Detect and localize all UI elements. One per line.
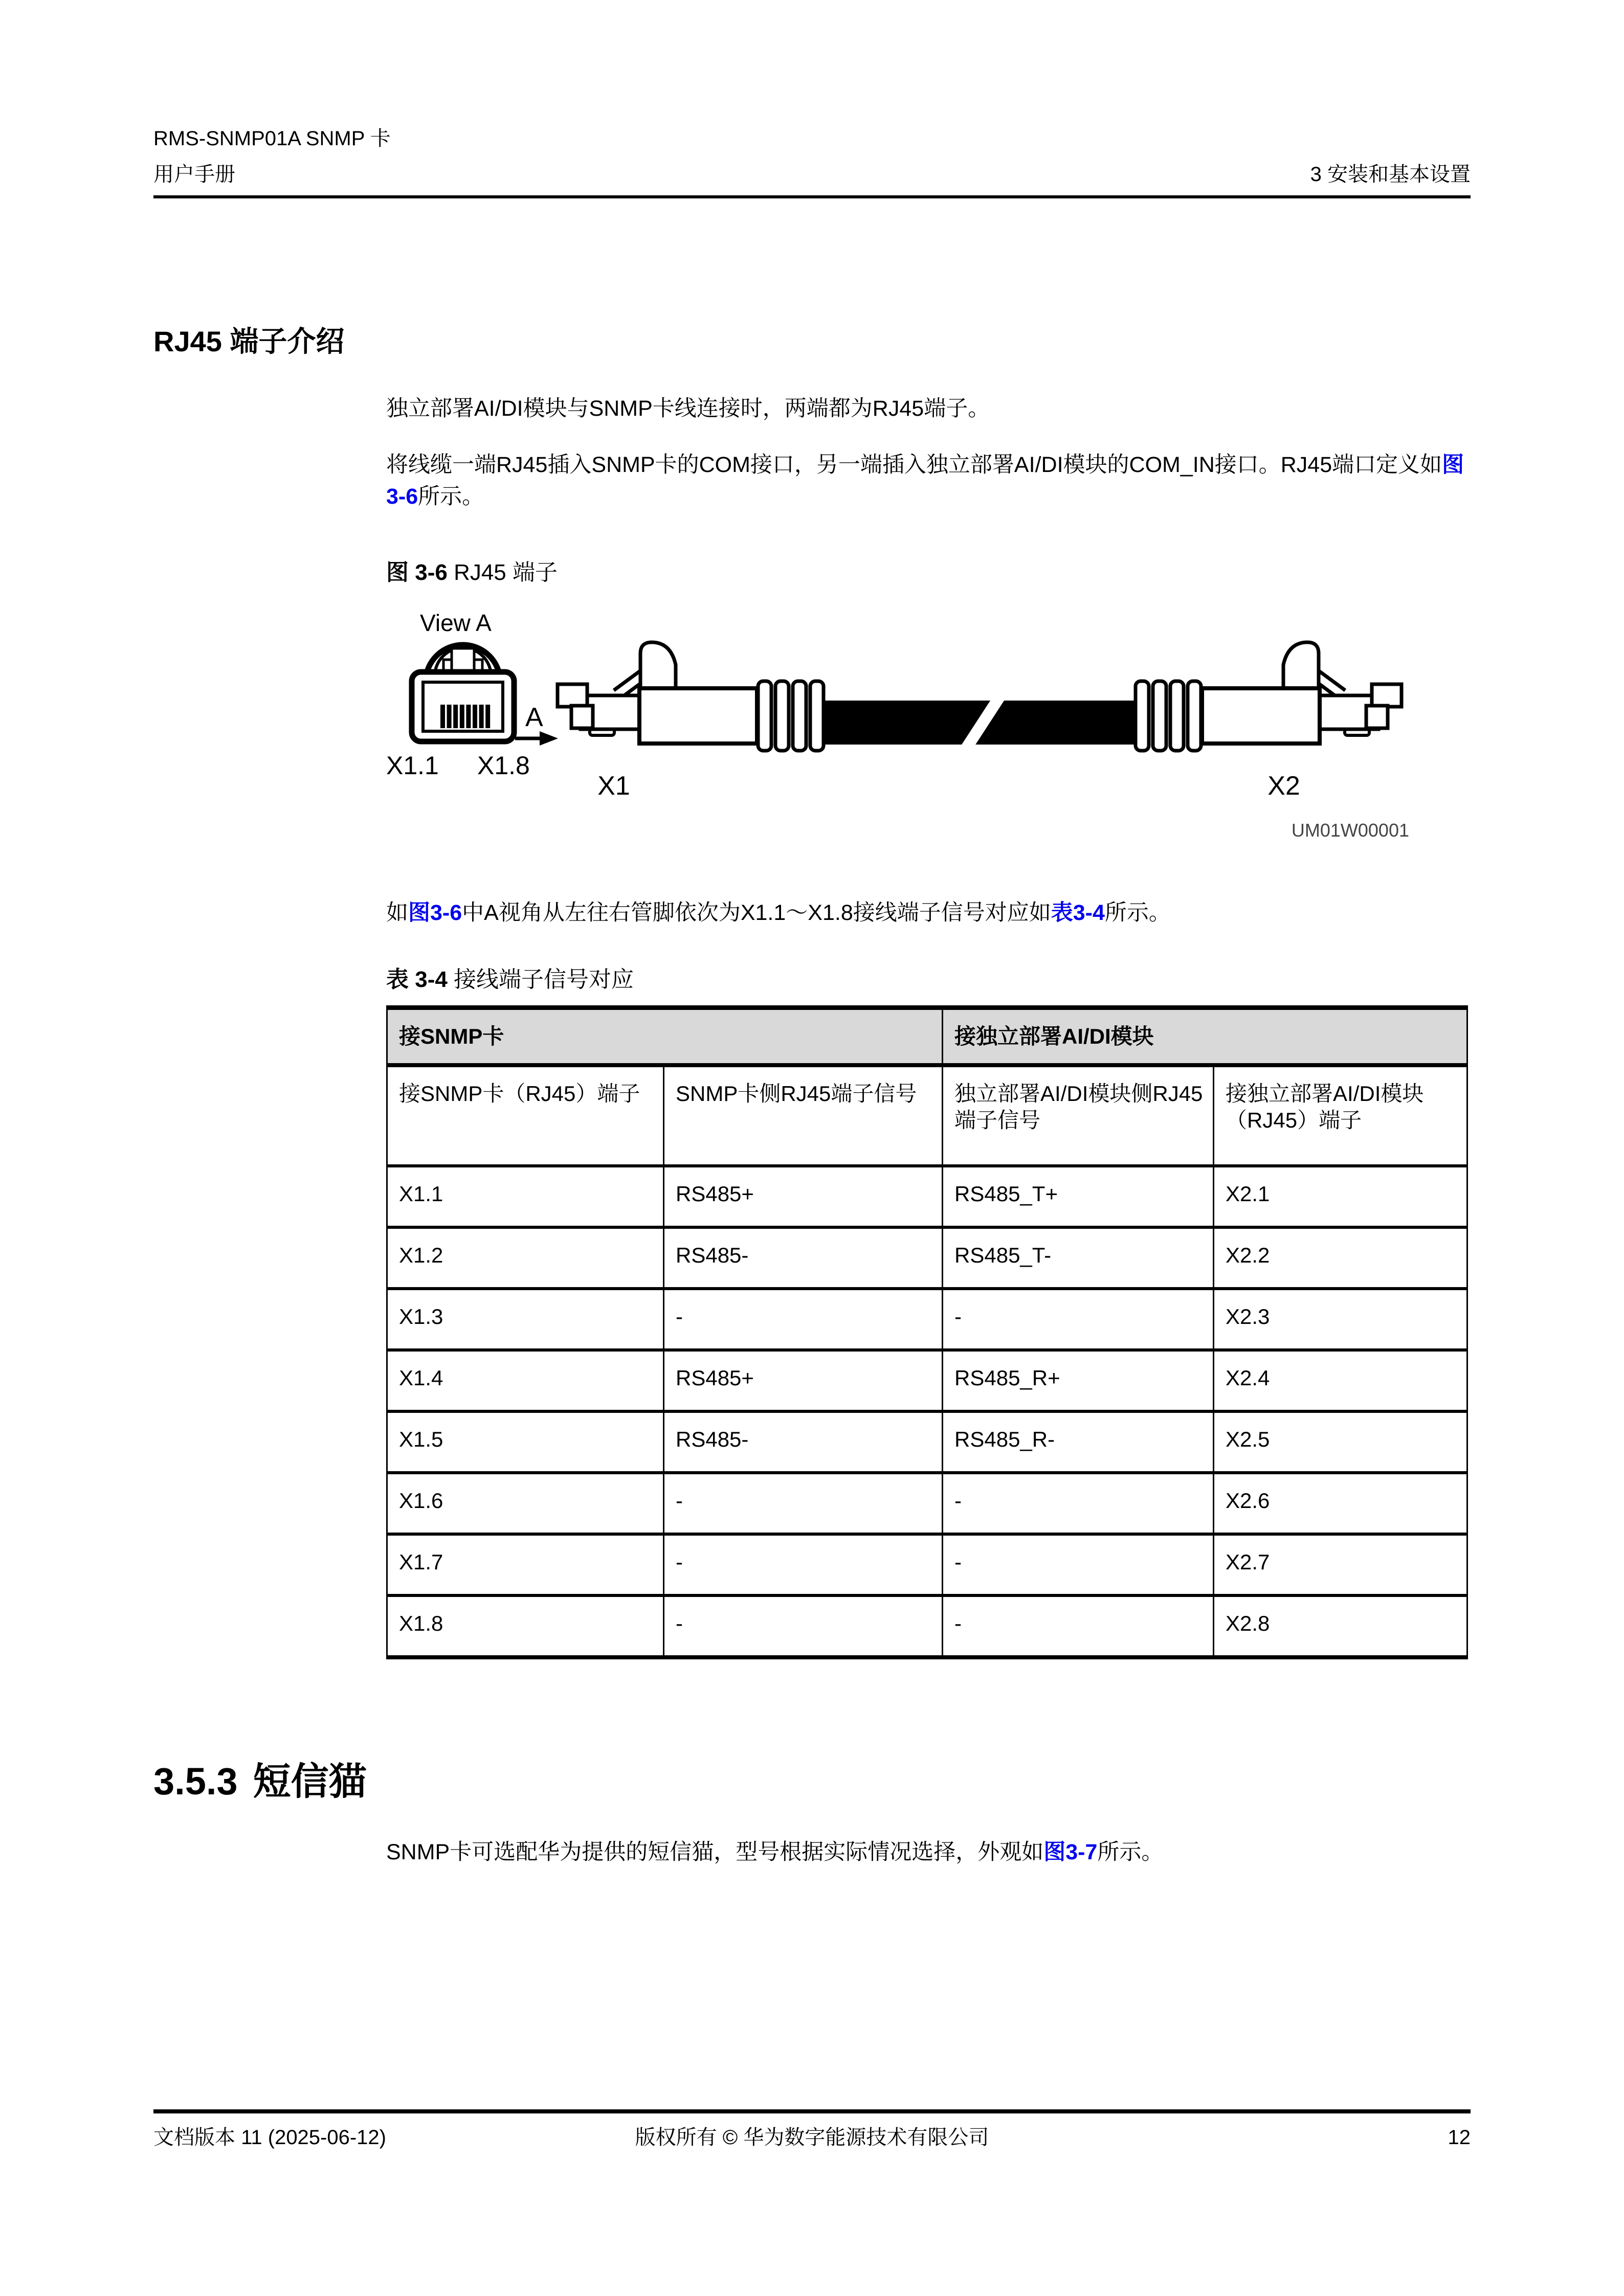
header-doc-type: 用户手册 bbox=[153, 163, 235, 186]
table-column-header-row bbox=[387, 1065, 1467, 1166]
figure-caption-label: 图 3-6 bbox=[386, 560, 448, 585]
table-row bbox=[387, 1227, 1467, 1289]
paragraph-3-text-end: 所示。 bbox=[1104, 901, 1171, 925]
drawing-id-label: UM01W00001 bbox=[1291, 820, 1409, 841]
boot-rib bbox=[758, 681, 771, 751]
page-body bbox=[153, 325, 1471, 1868]
table-caption-label: 表 3-4 bbox=[386, 967, 448, 992]
table-3-4-link[interactable]: 表3-4 bbox=[1051, 901, 1105, 925]
connector-x2-label: X2 bbox=[1267, 771, 1300, 801]
table-cell: X2.6 bbox=[1214, 1473, 1467, 1534]
figure-caption bbox=[386, 558, 1471, 587]
boot-rib bbox=[810, 681, 824, 751]
paragraph-3 bbox=[386, 897, 1471, 929]
table-cell: X1.4 bbox=[387, 1350, 664, 1411]
direction-a-label: A bbox=[525, 703, 543, 732]
table-cell: - bbox=[664, 1473, 943, 1534]
plug-body bbox=[639, 688, 757, 744]
table-cell: RS485- bbox=[664, 1227, 943, 1289]
table-cell: - bbox=[664, 1289, 943, 1350]
column-header: SNMP卡侧RJ45端子信号 bbox=[664, 1065, 943, 1166]
figure-3-6-link[interactable]: 图3-6 bbox=[386, 453, 1464, 509]
table-cell: RS485+ bbox=[664, 1350, 943, 1411]
table-cell: RS485_T- bbox=[943, 1227, 1214, 1289]
column-header: 独立部署AI/DI模块侧RJ45端子信号 bbox=[943, 1065, 1214, 1166]
paragraph-3-text: 如 bbox=[386, 901, 408, 925]
footer-copyright: 版权所有 © 华为数字能源技术有限公司 bbox=[635, 2126, 989, 2149]
boot-rib bbox=[793, 681, 806, 751]
table-cell: X2.4 bbox=[1214, 1350, 1467, 1411]
connector-x1-label: X1 bbox=[597, 771, 630, 801]
paragraph-2-text-end: 所示。 bbox=[418, 484, 484, 509]
figure-3-6-link-2[interactable]: 图3-6 bbox=[408, 901, 462, 925]
table-row bbox=[387, 1411, 1467, 1473]
figure-3-7-link[interactable]: 图3-7 bbox=[1043, 1840, 1098, 1864]
pin-last-label: X1.8 bbox=[477, 751, 530, 780]
table-group-header-row bbox=[387, 1008, 1467, 1066]
table-cell: RS485- bbox=[664, 1411, 943, 1473]
section-title: 短信猫 bbox=[253, 1760, 367, 1803]
table-caption bbox=[386, 965, 1471, 994]
table-cell: X2.3 bbox=[1214, 1289, 1467, 1350]
table-row bbox=[387, 1166, 1467, 1227]
table-cell: RS485_T+ bbox=[943, 1166, 1214, 1227]
table-cell: X1.8 bbox=[387, 1595, 664, 1657]
section-number: 3.5.3 bbox=[153, 1760, 238, 1803]
table-row bbox=[387, 1534, 1467, 1595]
column-header: 接独立部署AI/DI模块（RJ45）端子 bbox=[1214, 1065, 1467, 1166]
table-cell: X2.8 bbox=[1214, 1595, 1467, 1657]
table-cell: X2.1 bbox=[1214, 1166, 1467, 1227]
paragraph-4 bbox=[386, 1836, 1471, 1868]
table-cell: X2.7 bbox=[1214, 1534, 1467, 1595]
latch-hook bbox=[640, 642, 676, 688]
header-product-title: RMS-SNMP01A SNMP 卡 bbox=[153, 127, 391, 150]
table-cell: X2.2 bbox=[1214, 1227, 1467, 1289]
footer-doc-version: 文档版本 11 (2025-06-12) bbox=[153, 2126, 386, 2149]
view-direction-arrow bbox=[515, 703, 558, 746]
paragraph-2 bbox=[386, 449, 1471, 512]
table-cell: X1.5 bbox=[387, 1411, 664, 1473]
view-a-label: View A bbox=[420, 610, 492, 636]
page-header bbox=[153, 0, 1471, 198]
table-cell: - bbox=[943, 1289, 1214, 1350]
signal-mapping-table bbox=[386, 1005, 1468, 1659]
group-header-snmp: 接SNMP卡 bbox=[387, 1008, 943, 1066]
table-cell: X1.2 bbox=[387, 1227, 664, 1289]
table-cell: X1.7 bbox=[387, 1534, 664, 1595]
rj45-front-view bbox=[386, 610, 530, 780]
table-cell: - bbox=[943, 1473, 1214, 1534]
paragraph-2-text: 将线缆一端RJ45插入SNMP卡的COM接口，另一端插入独立部署AI/DI模块的COM_IN接口。RJ45端口定义如 bbox=[386, 453, 1442, 477]
table-row bbox=[387, 1595, 1467, 1657]
table-cell: RS485+ bbox=[664, 1166, 943, 1227]
table-cell: RS485_R- bbox=[943, 1411, 1214, 1473]
header-chapter: 3 安装和基本设置 bbox=[1310, 163, 1471, 186]
table-cell: X2.5 bbox=[1214, 1411, 1467, 1473]
table-row bbox=[387, 1473, 1467, 1534]
rj45-plug-x1 bbox=[558, 642, 824, 751]
table-cell: - bbox=[943, 1534, 1214, 1595]
figure-3-6 bbox=[386, 604, 1471, 850]
paragraph-4-text-end: 所示。 bbox=[1097, 1840, 1164, 1864]
rj45-plug-x2 bbox=[1136, 642, 1401, 751]
boot-rib bbox=[775, 681, 789, 751]
table-cell: X1.3 bbox=[387, 1289, 664, 1350]
group-header-aidi: 接独立部署AI/DI模块 bbox=[943, 1008, 1467, 1066]
table-cell: - bbox=[664, 1534, 943, 1595]
rj45-cable-diagram bbox=[386, 604, 1414, 850]
arrow-head bbox=[540, 731, 558, 746]
column-header: 接SNMP卡（RJ45）端子 bbox=[387, 1065, 664, 1166]
cable bbox=[818, 697, 1141, 749]
plug-tip-upper bbox=[558, 684, 587, 707]
paragraph-4-text: SNMP卡可选配华为提供的短信猫，型号根据实际情况选择，外观如 bbox=[386, 1840, 1044, 1864]
table-cell: X1.1 bbox=[387, 1166, 664, 1227]
table-cell: - bbox=[943, 1595, 1214, 1657]
section-heading-sms bbox=[153, 1760, 1471, 1804]
table-cell: X1.6 bbox=[387, 1473, 664, 1534]
pin-first-label: X1.1 bbox=[386, 751, 439, 780]
paragraph-3-text-mid: 中A视角从左往右管脚依次为X1.1～X1.8接线端子信号对应如 bbox=[462, 901, 1051, 925]
paragraph-1: 独立部署AI/DI模块与SNMP卡线连接时，两端都为RJ45端子。 bbox=[386, 396, 990, 421]
table-cell: - bbox=[664, 1595, 943, 1657]
footer-page-number: 12 bbox=[1448, 2126, 1471, 2149]
plug-tip-lower bbox=[571, 706, 593, 728]
table-cell: RS485_R+ bbox=[943, 1350, 1214, 1411]
section-heading-rj45: RJ45 端子介绍 bbox=[153, 325, 345, 357]
table-row bbox=[387, 1289, 1467, 1350]
table-caption-text: 接线端子信号对应 bbox=[454, 967, 634, 992]
table-row bbox=[387, 1350, 1467, 1411]
figure-caption-text: RJ45 端子 bbox=[454, 560, 558, 585]
page-footer bbox=[153, 2109, 1471, 2150]
